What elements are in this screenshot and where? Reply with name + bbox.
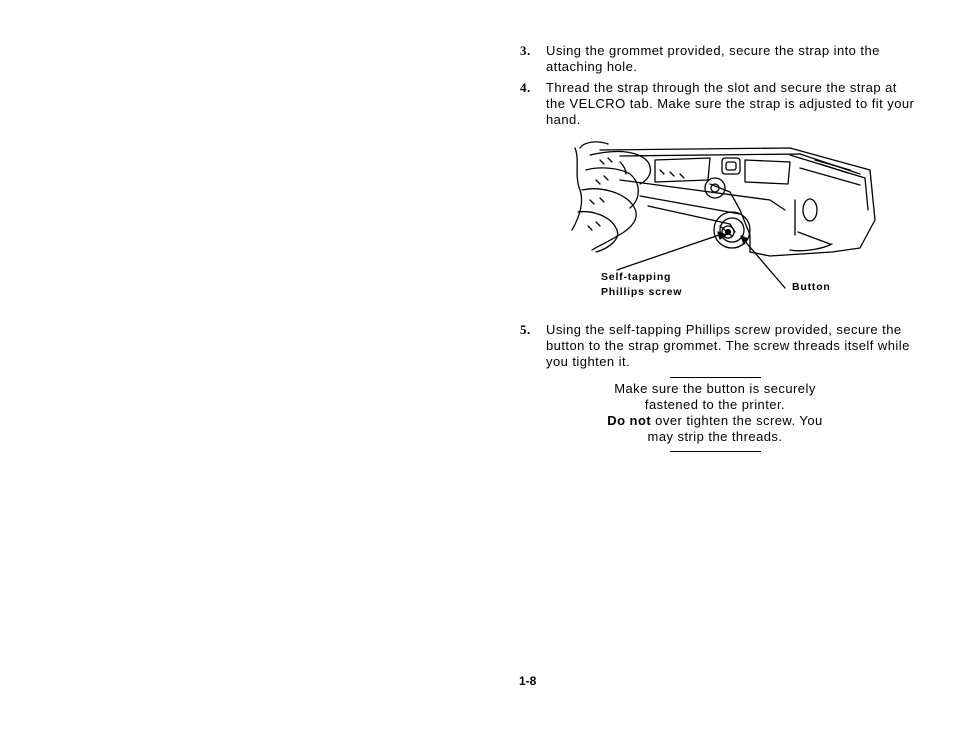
callout-screw-line2: Phillips screw <box>601 286 683 298</box>
note-top-rule <box>670 377 761 378</box>
note-line-3: over tighten the screw. You <box>651 413 823 428</box>
step-text: Using the grommet provided, secure the strap into the attaching hole. <box>546 43 880 74</box>
step-number: 4. <box>520 80 531 95</box>
callout-button-label: Button <box>792 281 831 293</box>
note-line-4: may strip the threads. <box>647 429 783 444</box>
callout-screw-label <box>601 270 682 300</box>
note-bottom-rule <box>670 451 761 452</box>
callout-screw-line1: Self-tapping <box>601 271 672 283</box>
caution-note <box>580 381 850 445</box>
page-number: 1-8 <box>519 674 537 688</box>
note-line-1: Make sure the button is securely <box>614 381 816 396</box>
step-number: 5. <box>520 322 531 337</box>
note-line-2: fastened to the printer. <box>644 397 786 412</box>
step-4 <box>520 80 915 128</box>
note-bold: Do not <box>607 413 652 428</box>
step-3 <box>520 43 915 75</box>
step-text: Thread the strap through the slot and secure the strap at the VELCRO tab. Make sure the strap is adjusted to fit your hand. <box>546 80 915 127</box>
step-number: 3. <box>520 43 531 58</box>
step-5 <box>520 322 915 370</box>
step-text: Using the self-tapping Phillips screw provided, secure the button to the strap grommet. The screw threads itself while you tighten it. <box>546 322 910 369</box>
